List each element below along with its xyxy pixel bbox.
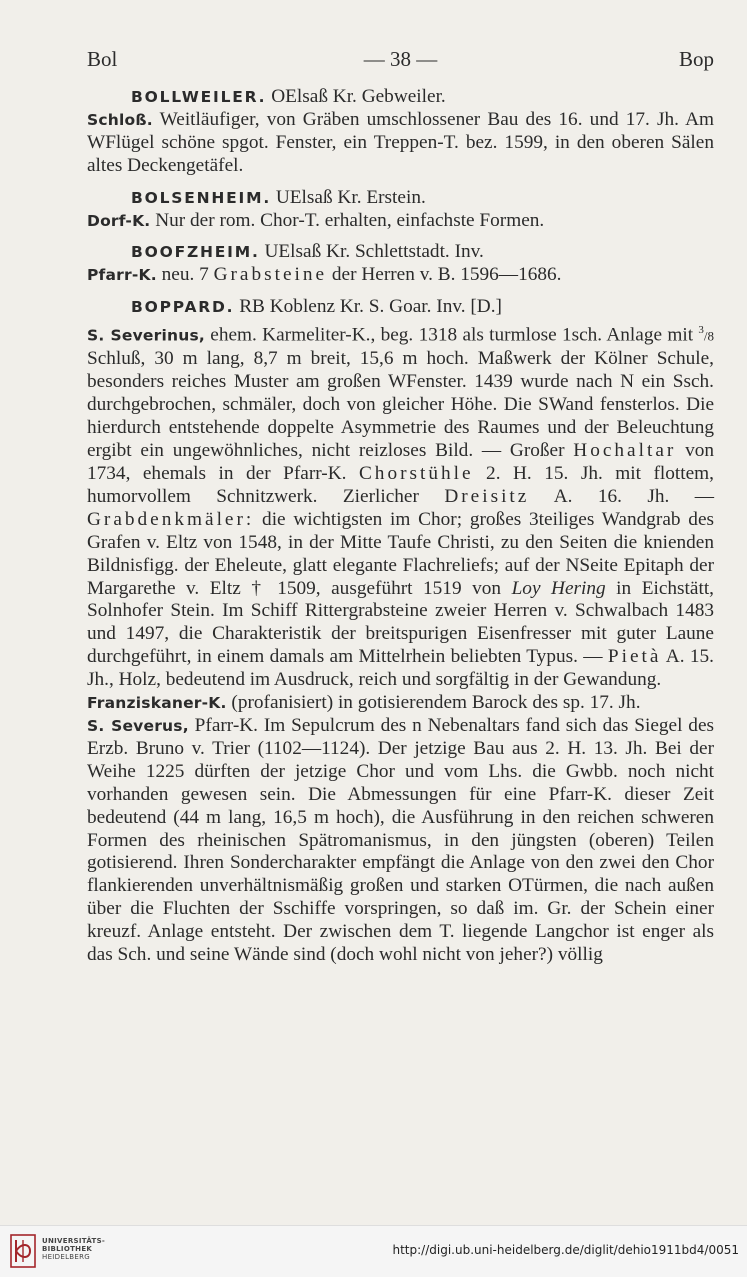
object-label: Pfarr-K. [87,266,157,285]
object-label: Schloß. [87,110,153,129]
paragraph-boppard-franziskaner-k: Franziskaner-K. (profanisiert) in gotisierendem Barock des sp. 17. Jh. [87,692,641,714]
entry-title: BOPPARD. [131,298,235,317]
paragraph-bolsenheim-dorf-k: Dorf-K. Nur der rom. Chor-T. erhalten, einfachste Formen. [87,209,545,231]
entry-title: BOOFZHEIM. [131,243,260,262]
object-label: S. Severus, [87,716,189,735]
paragraph-boppard-s-severus: S. Severus, Pfarr-K. Im Sepulcrum des n Nebenaltars fand sich das Siegel des Erzb. Bruno v. Trier (1102—1124). Der jetzige Bau aus 2. H. 13. Jh. Bei der Weihe 1225 dürften der jetzige Chor und vom Lhs. die Gwbb. noch nicht vorhanden gewesen sein. Die Abmessungen für eine Pfarr-K. dieser Zeit bedeutend (44 m lang, 16,5 m hoch), die Ausführung in den reichen schweren Formen des rheinischen Spätromanismus, in den jüngsten (oberen) Teilen gotisierend. Ihren Sondercharakter empfängt die Anlage von den zwei den Chor flankierenden unverhältnismäßig großen und starken OTürmen, die nach außen über die Fluchten der Sschiffe vorspringen, so daß im. Gr. der Schein einer kreuzf. Anlage entsteht. Der zwischen dem T. liegende Langchor ist enger als das Sch. und seine Wände sind (doch wohl nicht von jeher?) völlig [87,714,715,966]
artist-name: Loy Hering [511,577,606,599]
permalink-url[interactable]: http://digi.ub.uni-heidelberg.de/diglit/dehio1911bd4/0051 [392,1243,739,1257]
paragraph-bollweiler-schloss: Schloß. Weitläufiger, von Gräben umschlossener Bau des 16. und 17. Jh. Am WFlügel schöne spgot. Fenster, ein Treppen-T. bez. 1599, in den oberen Sälen altes Deckengetäfel. [87,108,714,176]
object-label: Dorf-K. [87,211,151,230]
entry-bollweiler: BOLLWEILER. OElsaß Kr. Gebweiler. [131,86,446,107]
library-logo-icon [8,1232,38,1270]
object-label: Franziskaner-K. [87,694,227,713]
page-number: — 38 — [363,47,438,71]
entry-title: BOLSENHEIM. [131,188,272,207]
paragraph-boppard-s-severinus: S. Severinus, ehem. Karmeliter-K., beg. 1318 als turmlose 1sch. Anlage mit $^3$/8 Schluß, 30 m lang, 8,7 m breit, 15,6 m hoch. Maßwerk der Kölner Schule, besonders reiches Muster am großen WFenster. 1439 wurde nach N ein Ssch. durchgebrochen, schmäler, doch von gleicher Höhe. Die SWand fensterlos. Die hierdurch entstehende doppelte Asymmetrie des Raumes und der Beleuchtung ergibt ein ungewöhnliches, nicht reizloses Bild. — Großer Hochaltar von 1734, ehemals in der Pfarr-K. Chorstühle 2. H. 15. Jh. mit flottem, humorvollem Schnitzwerk. Zierlicher Dreisitz A. 16. Jh. — Grabdenkmäler: die wichtigsten im Chor; großes 3teiliges Wandgrab des Grafen v. Eltz von 1548, in der Mitte Taufe Christi, zu den Seiten die knienden Bildnisfigg. der Eheleute, glatt elegante Flachreliefs; auf der NSeite Epitaph der Margarethe v. Eltz † 1509, ausgeführt 1519 von Loy Hering in Eichstätt, Solnhofer Stein. Im Schiff Rittergrabsteine zweier Herren v. Schwalbach 1483 und 1497, die Charakteristik der breitspurigen Eisenfresser mit guter Laune durchgeführt, in einem damals am Mittelrhein beliebten Typus. — Pietà A. 15. Jh., Holz, bedeutend im Ausdruck, reich und sorgfältig in der Gewandung. [87,324,714,691]
paragraph-boofzheim-pfarr-k: Pfarr-K. neu. 7 Grabsteine der Herren v. B. 1596—1686. [87,264,562,286]
entry-boofzheim: BOOFZHEIM. UElsaß Kr. Schlettstadt. Inv. [131,241,484,263]
object-label: S. Severinus, [87,326,205,345]
entry-boppard: BOPPARD. RB Koblenz Kr. S. Goar. Inv. [D.] [131,296,502,318]
body-text [87,86,714,967]
header-right-keyword: Bop [678,47,714,71]
entry-bolsenheim: BOLSENHEIM. UElsaß Kr. Erstein. [131,186,426,208]
library-footer [0,1225,747,1277]
library-name: UNIVERSITÄTS- BIBLIOTHEK HEIDELBERG [42,1237,106,1261]
entry-title: BOLLWEILER. [131,88,267,106]
header-left-keyword: Bol [87,47,118,71]
running-header [87,44,714,74]
